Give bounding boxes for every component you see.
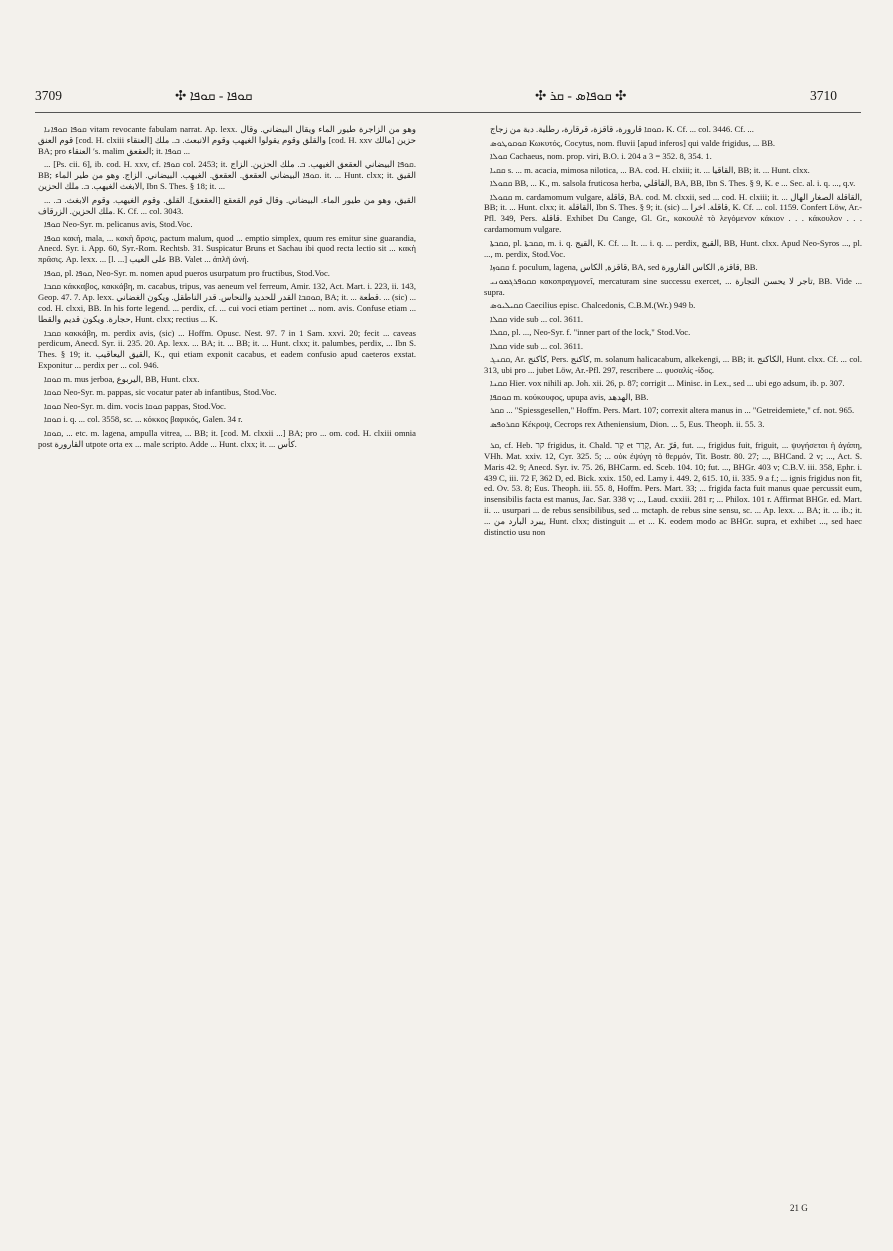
left-column — [38, 124, 416, 1209]
entry: ... القيق، وهو من طيور الماء. البيضاني. وقال قوم القعقع [العقعق]. القلق. وقوم الغيهب. وقوم الابغث. ܒ. ملك الحزين. الزرقاف. K. Cf. ... col. 3043. — [38, 194, 416, 216]
entry: ܩܩܪ ... "Spiessgesellen," Hoffm. Pers. Mart. 107; correxit altera manus in ... "Getreidemiete," cf. not. 965. — [490, 405, 855, 416]
entry: ܩܘܦܐ Neo-Syr. m. pelicanus avis, Stod.Voc. — [44, 219, 193, 230]
entry: ܩܩܠܐ vide sub ... col. 3611. — [490, 313, 584, 324]
entry: ܩܘܩܐ قارورة، قاقزة، قرقارة، رطلية. دبة من زجاج، K. Cf. ... col. 3446. Cf. ... — [490, 124, 754, 134]
entry: ܩܘܩܐ Neo-Syr. m. pappas, sic vocatur pater ab infantibus, Stod.Voc. — [44, 387, 277, 398]
entry: ܩܩܢܓ, Ar. كاكنج, Pers. كاكنج, m. solanum halicacabum, alkekengi, ... BB; it. الكاكنج, Hunt. clxx. Cf. ... col. 313, ubi pro ... jubet Löw, Ar.-Pfl. 297, rescribere ... φυσαλίς -ίδος. — [484, 354, 862, 375]
entry: ܩܩܒܬܐ, pl. ܩܩܒܬܐ, m. i. q. القبج, K. Cf. ... It. ... i. q. ... perdix, القبج, BB, Hunt. clxx. Apud Neo-Syros ..., pl. ..., m. perdix, Stod.Voc. — [484, 237, 862, 259]
entry: ܩܩܒܐ κάκκαβος, κακκάβη, m. cacabus, tripus, vas aeneum vel ferreum, Amir. 132, Act. Mart. i. 223, ii. 143, Geop. 47. 7. Ap. lexx. ܩܘܩܒܐ القدر للحديد والنحاس. قدر الناطقل. ويكون الغضاني, BA; it. ... قطعة. ... (sic) ... cod. H. clxxi, BB. In his forte legend. ... perdix, cf. ... cui voci etiam pertinet ... nom. avis. Confuse etiam ... حجارة. ويكون قديم والقطا, Hunt. clxx; rectius ... K. — [38, 281, 416, 325]
entry: ܩܘܩܐ Neo-Syr. m. dim. vocis ܩܘܩܐ pappas, Stod.Voc. — [44, 400, 226, 411]
entry: ܩܩܘܙܐ f. poculum, lagena, قاقزة, الكاس, BA, sed قاقزة, الكاس القارورة, BB. — [490, 262, 758, 273]
entry: ܩܩܘܦܪܓܡܘܢܝ κακοπραγμονεῖ, mercaturam sine successu exercet, ... تاجر لا يحسن التجارة, BB. Vide ... supra. — [484, 275, 862, 297]
signature-mark: 21 G — [790, 1203, 808, 1213]
entry: ܩܘܠܐ Cachaeus, nom. prop. viri, B.O. i. 204 a 3 = 352. 8, 354. 1. — [490, 151, 712, 161]
entry: ܩܘܩܐ m. mus jerboa, اليربوع, BB, Hunt. clxx. — [44, 373, 200, 384]
entry: ܩܩܪܘܦܣ Κέκροψ, Cecrops rex Atheniensium, Dion. ... 5, Eus. Theoph. ii. 55. 3. — [490, 418, 765, 429]
right-column — [484, 124, 862, 1209]
entry: ܩܘܦܐ ܩܘܦܐܢܐ vitam revocante fabulam narrat. Ap. lexx. وهو من الزاجرة طيور الماء ويقال البيضاني. وقال قوم العنق [cod. H. clxiii العنقاء] والقلق وقوم يقولوا الغيهب وقوم الانبعث. ܒ. ملك [cod. H. xxv مالك] حزين BA; pro العنقاء ʹs. malim العقعق; it. ܩܘܦܐ ... — [38, 124, 416, 156]
entry: ܩܩܢܐ Hier. vox nihili ap. Joh. xii. 26, p. 87; corrigit ... Minisc. in Lex., sed ... ubi ego adsum, ib. p. 307. — [490, 378, 845, 389]
entry: ܩܩܒܐ κακκάβη, m. perdix avis, (sic) ... Hoffm. Opusc. Nest. 97. 7 in 1 Sam. xxvi. 20; fecit ... caveas perdicum, Anecd. Syr. ii. 235. 20. Ap. lexx. ... BA; it. ... BB; it. ... Hunt. clxx; it. palumbes, perdix, ... Ibn S. Thes. § 19; it. القيق اليعاقيب, K., qui etiam exponit cacabus, et eadem confusio apud caeteros exstat. Exponitur ... perdix per ... col. 946. — [38, 327, 416, 371]
page-header — [0, 88, 893, 112]
entry: ܩܩܠܐ vide sub ... col. 3611. — [490, 340, 584, 351]
running-head-right: ✣ ܩܘܦܐܣ - ܩܪ ✣ — [535, 88, 627, 103]
entry: ܩܘܦܐ, pl. ܩܘܦܐ, Neo-Syr. m. nomen apud pueros usurpatum pro fructibus, Stod.Voc. — [44, 267, 330, 278]
page-number-right: 3710 — [810, 88, 837, 103]
entry: ܩܩܘܠܐ m. cardamomum vulgare, قاقلة, BA. cod. M. clxxii, sed ... cod. H. clxiii; it. ... القاقلة الصغار الهال, BB; it. ... Hunt. clxx; it. القاقلة, Ibn S. Thes. § 9; it. (sic) ... قاقلة. اخرا, K. Cf. ... col. 1159. Confert Löw, Ar.-Pfl. 349, Pers. قاقلة. Exhibet Du Cange, Gl. Gr., κακουλὲ τὸ λεγόμενον κάκιον . . . κάκουλον . . . cardamomum vulgare. — [484, 191, 862, 235]
entry: ܩܩܝܐ s. ... m. acacia, mimosa nilotica, ... BA. cod. H. clxiii; it. ... القاقيا, BB; it. ... Hunt. clxx. — [490, 164, 810, 175]
entry: ܩܘܩܘܛܘܣ Κωκυτός, Cocytus, nom. fluvii [apud inferos] qui valde frigidus, ... BB. — [490, 137, 776, 148]
page-number-left: 3709 — [35, 88, 62, 103]
running-head-left: ✣ ܩܘܦܐ - ܩܘܦܐ — [175, 88, 253, 103]
entry: ܩܘܦܐ κακή, mala, ... κακὴ ἄρσις, pactum malum, quod ... emptio simplex, quum res emitur sine guarandia, Anecd. Syr. i. App. 60, Syr.-Rom. Rechtsb. 31. Suspicatur Bruns et Sachau ibi quod recta lectio sit ... κακὴ πρᾶσις. Ap. lexx. ... [l. ...] على العيب BB. Valet ... ἀπλῆ ὠνή. — [38, 232, 416, 265]
entry: ܩܩܠܐ, pl. ..., Neo-Syr. f. "inner part of the lock," Stod.Voc. — [490, 327, 691, 338]
entry: ... [Ps. cii. 6], ib. cod. H. xxv, cf. ܩܘܦܐ col. 2453; it. ܩܘܦܐ البيضاني العقعق الغيهب. ܒ. ملك الحزين. الزاج. BB; ܩܘܦܐ البيضاني العقعق. العقعق. الغيهب. البيضاني. الزاج. وهو من طير الماء. it. ... Hunt. clxx; it. القيق الابغث الغيهب. ܒ. ملك الحزين, Ibn S. Thes. § 18; it. ... — [38, 159, 416, 192]
header-rule — [35, 112, 861, 113]
entry: ܩܩܘܠܐ BB, ... K., m. salsola fruticosa herba, القاقلي, BA, BB, Ibn S. Thes. § 9, K. e ... Sec. al. i. q. ..., q.v. — [490, 178, 856, 188]
entry: ܩܘܩܐ, ... etc. m. lagena, ampulla vitrea, ... BB; it. [cod. M. clxxii ...] BA; pro ... om. cod. H. clxiii omnia post القارورة utpote orta ex ... male scripto. Adde ... Hunt. clxx; it. ... كأس. — [38, 427, 416, 449]
entry: ܩܪ, cf. Heb. קר frigidus, it. Chald. קַר et קָרַר, Ar. قرّ, fut. ..., frigidus fuit, friguit, ... ψυγήσεται ἡ ἀγάπη, VHh. Mat. xxiv. 12, Cyr. 325. 5; ... οὐκ ἐψύγη τὸ θερμόν, Tit. Bostr. 80. 27; ..., BHCand. 2 v; ..., Act. S. Maris 42. 9; Anecd. Syr. iv. 75. 26, BHCarm. ed. Sceb. 104. 10; fut. ..., BHGr. 403 v; C.B.V. iii. 358, Ephr. i. 439 C, iii. 72 F, 362 D, ed. Bick. xxix. 150, ed. Lamy i. 449. 2, 615. 10, ii. 335. 9 a f.; ... ignis frigidus non fit, ed. Ov. 53. 8; Eus. Theoph. iii. 55. 8, Hoffm. Pers. Mart. 33; ... frigida facta fuit manus quae percussit eum, insensibilis facta est manus, Jac. Sar. 338 v; ..., Laud. cxxiii. 281 r; ... Philox. 101 r. Affirmat BHGr. ed. Mart. ii. ... usurpari ... de rebus sensibilibus, sed ... mctaph. de rebus sine sensu, sc. ... Ap. lexx. ... BA; it. ... ib.; it. ... يبرد البارد من, Hunt. clxx; distinguit ... et ... K. eodem modo ac BHGr. supra, et exhibet ..., sed haec distinctio usu non — [484, 439, 862, 538]
entry: ܩܩܝܠܝܘܣ Caecilius episc. Chalcedonis, C.B.M.(Wr.) 949 b. — [490, 300, 696, 311]
entry: ܩܘܩܦܐ m. κούκουφος, upupa avis, الهدهد, BB. — [490, 391, 649, 402]
entry: ܩܘܩܐ i. q. ... col. 3558, sc. ... κόκκος βαφικός, Galen. 34 r. — [44, 414, 243, 425]
